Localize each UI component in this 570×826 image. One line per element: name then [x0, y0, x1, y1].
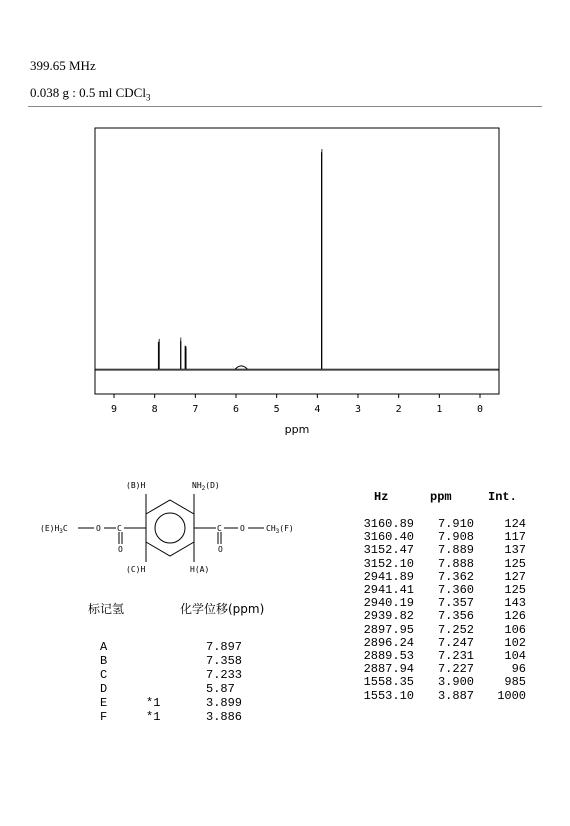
label-c2: C	[217, 524, 222, 533]
peak-table-cell: 3160.89	[363, 517, 414, 531]
assignment-mark: *1	[146, 696, 161, 710]
peak-table-cell: 3.900	[437, 675, 474, 690]
peak-table-cell: 2889.53	[363, 649, 414, 663]
peak-table-cell: 2896.24	[363, 635, 414, 650]
x-tick-label: 6	[232, 404, 240, 415]
assignment-shift: 7.897	[206, 640, 243, 654]
assignment-label: F	[100, 710, 108, 724]
peak-table-cell: 7.888	[437, 556, 474, 571]
assignment-shift: 7.233	[206, 668, 243, 682]
peak-table-cell: 3152.47	[363, 543, 414, 558]
x-tick-label: 5	[273, 404, 280, 415]
label-o3: O	[218, 545, 223, 554]
peak-table-cell: 117	[504, 530, 526, 545]
label-o2: O	[118, 545, 123, 554]
peak-table-cell: 104	[504, 649, 526, 663]
peak-table-header: Int.	[488, 490, 517, 504]
label-nh2	[192, 481, 220, 492]
label-f	[266, 524, 294, 535]
peak-table-cell: 125	[504, 583, 526, 597]
label-e-text: (E)H	[40, 524, 60, 533]
sample-text: 0.038 g : 0.5 ml CDCl	[30, 85, 146, 100]
x-axis-label: ppm	[284, 423, 310, 436]
peak-table-cell: 7.227	[437, 662, 474, 677]
label-f-text: CH	[266, 524, 276, 533]
peak-table-cell: 3160.40	[363, 530, 414, 545]
label-nh2-sub: 2	[201, 485, 206, 492]
peak-table-cell: 124	[504, 517, 526, 531]
label-f-sub: 3	[275, 528, 280, 535]
x-tick-label: 1	[436, 404, 443, 415]
peak-table-cell: 137	[504, 543, 526, 558]
peak-table-cell: 106	[504, 622, 526, 637]
peak-table-cell: 3152.10	[363, 556, 414, 571]
peak-table-header: ppm	[430, 490, 452, 504]
label-c: (C)H	[126, 565, 146, 574]
x-tick-label: 2	[395, 404, 402, 415]
peak-table-cell: 7.252	[437, 622, 474, 637]
label-nh2-text: NH	[192, 481, 202, 490]
peak-table-cell: 3.887	[437, 688, 474, 703]
peak-table-cell: 2887.94	[363, 662, 414, 677]
peak-table-cell: 1558.35	[363, 675, 414, 690]
label-c1: C	[117, 524, 122, 533]
benzene-ring	[146, 500, 194, 556]
peak-table-cell: 143	[504, 596, 526, 611]
peak-table-cell: 7.231	[437, 649, 474, 663]
peak-table-cell: 125	[504, 556, 526, 571]
peak-table-cell: 7.247	[437, 635, 474, 650]
label-a: H(A)	[190, 565, 210, 574]
peak-table-cell: 985	[504, 675, 526, 690]
label-e	[40, 524, 68, 535]
peak-table-header: Hz	[374, 490, 389, 504]
peak-table-cell: 2941.89	[363, 569, 414, 584]
peak-table-cell: 96	[511, 662, 526, 677]
assignment-shift: 5.87	[206, 682, 235, 696]
peak-table-cell: 7.362	[437, 569, 474, 584]
label-f-f: (F)	[279, 524, 294, 533]
assignment-label: E	[100, 696, 108, 710]
label-o1: O	[96, 524, 101, 533]
sample-subscript: 3	[145, 92, 151, 103]
assignment-shift: 3.899	[206, 696, 243, 710]
label-b: (B)H	[126, 481, 146, 490]
peak-table-cell: 7.357	[437, 596, 474, 611]
x-tick-label: 7	[192, 404, 199, 415]
label-o4: O	[240, 524, 245, 533]
peak-table-cell: 102	[504, 635, 526, 650]
label-e-sub: 3	[59, 528, 63, 535]
peak-table-cell: 2940.19	[363, 596, 414, 611]
assignment-label: D	[100, 682, 108, 696]
assignment-shift: 7.358	[206, 654, 243, 668]
peak-table-cell: 126	[504, 609, 526, 624]
peak-table-cell: 2939.82	[363, 609, 414, 624]
peak-table-cell: 7.889	[437, 543, 474, 558]
x-tick-label: 9	[110, 404, 118, 415]
peak-table-cell: 7.360	[437, 583, 474, 597]
peak-table-cell: 7.908	[437, 530, 474, 545]
assignment-mark: *1	[146, 710, 161, 724]
x-tick-label: 8	[151, 404, 158, 415]
assignment-label: B	[100, 654, 108, 668]
x-tick-label: 4	[314, 404, 321, 415]
assignment-label: C	[100, 668, 108, 682]
peak-table-cell: 2941.41	[363, 583, 414, 597]
assignment-header-shift: 化学位移(ppm)	[180, 602, 265, 616]
peak-table-cell: 7.910	[437, 517, 474, 531]
x-tick-label: 0	[476, 404, 484, 415]
assignment-shift: 3.886	[206, 710, 243, 724]
peak-table-cell: 2897.95	[363, 622, 414, 637]
label-nh2-d: (D)	[205, 481, 220, 490]
spectrometer-frequency: 399.65 MHz	[30, 58, 96, 73]
peak-table-cell: 1553.10	[363, 688, 414, 703]
peak-table-cell: 7.356	[437, 609, 474, 624]
peak-table-cell: 127	[504, 569, 526, 584]
x-tick-label: 3	[354, 404, 362, 415]
aromatic-circle	[155, 513, 185, 543]
label-e-c: C	[62, 524, 68, 533]
assignment-label: A	[100, 640, 108, 654]
assignment-header-label: 标记氢	[88, 602, 125, 616]
peak-table-cell: 1000	[497, 688, 526, 703]
